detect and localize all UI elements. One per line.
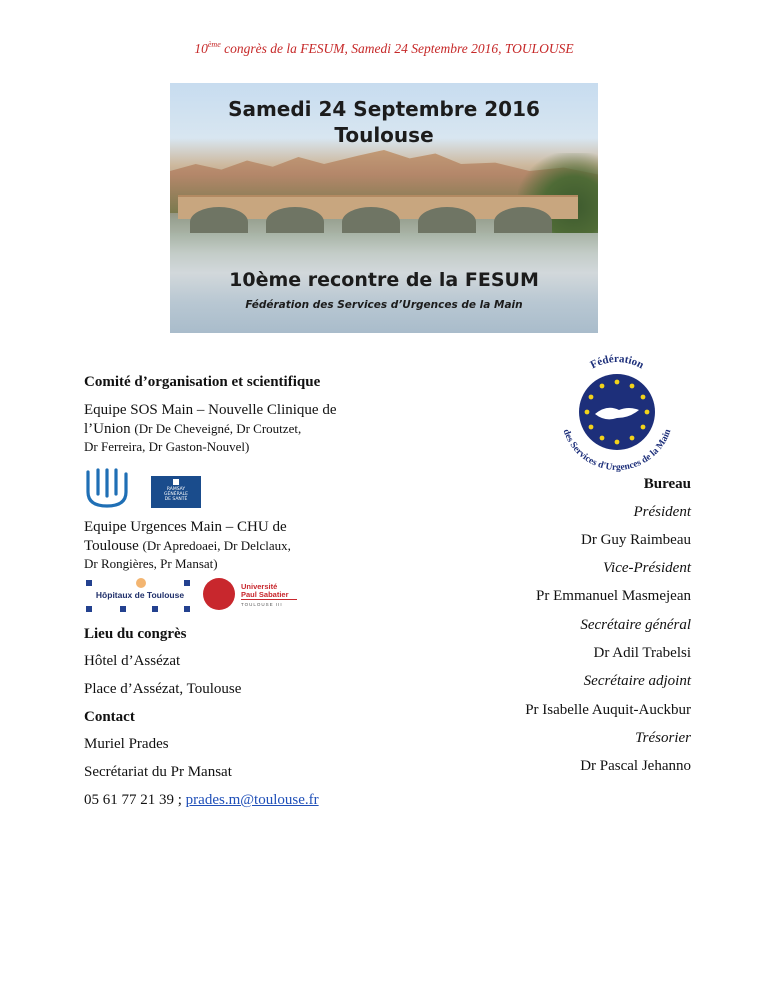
ramsay-mark-icon <box>173 479 179 485</box>
hopitaux-label: Hôpitaux de Toulouse <box>95 590 185 600</box>
svg-text:Fédération: Fédération <box>588 352 646 372</box>
banner-title: 10ème recontre de la FESUM <box>229 269 539 291</box>
contact-title: Contact <box>84 709 135 725</box>
banner-city: Toulouse <box>334 123 434 147</box>
role-secretaire-general: Secrétaire général <box>580 617 691 633</box>
contact-line <box>84 792 319 809</box>
lieu-title: Lieu du congrès <box>84 626 187 642</box>
name-president: Dr Guy Raimbeau <box>581 532 691 548</box>
role-tresorier: Trésorier <box>635 730 691 746</box>
contact-phone: 05 61 77 21 39 ; <box>84 792 186 808</box>
svg-text:des Services d'Urgences de la: des Services d'Urgences de la Main <box>560 428 674 474</box>
team1-line2 <box>84 420 301 438</box>
page-header <box>0 40 768 57</box>
header-prefix: 10 <box>194 41 208 56</box>
name-tresorier: Dr Pascal Jehanno <box>580 758 691 774</box>
header-sup: ème <box>207 40 221 49</box>
lieu-address: Place d’Assézat, Toulouse <box>84 681 242 697</box>
team2-city: Toulouse <box>84 538 143 554</box>
team1-clinic: l’Union <box>84 421 135 437</box>
role-secretaire-adjoint: Secrétaire adjoint <box>583 673 691 689</box>
event-banner <box>170 83 598 333</box>
bureau-title: Bureau <box>643 476 691 492</box>
lieu-hotel: Hôtel d’Assézat <box>84 653 181 669</box>
ups-city: TOULOUSE III <box>241 602 283 607</box>
federation-emblem <box>547 340 687 480</box>
team2-members: (Dr Apredoaei, Dr Delclaux, <box>142 538 291 553</box>
team2-line1: Equipe Urgences Main – CHU de <box>84 519 287 535</box>
name-secretaire-general: Dr Adil Trabelsi <box>593 645 691 661</box>
team2-line2 <box>84 537 291 555</box>
ramsay-line: RAMSAY <box>166 487 186 492</box>
comite-title: Comité d’organisation et scientifique <box>84 374 321 390</box>
hopitaux-toulouse-logo <box>84 578 196 618</box>
ramsay-line: GÉNÉRALE <box>164 492 188 497</box>
ramsay-line: DE SANTÉ <box>164 497 188 502</box>
ups-seal-icon <box>203 578 235 610</box>
ramsay-logo <box>151 476 201 508</box>
ups-line: Université <box>241 582 278 591</box>
team1-line1: Equipe SOS Main – Nouvelle Clinique de <box>84 402 337 418</box>
name-vice-president: Pr Emmanuel Masmejean <box>536 588 691 604</box>
banner-date: Samedi 24 Septembre 2016 <box>228 97 540 121</box>
banner-subtitle: Fédération des Services d’Urgences de la Main <box>245 299 523 311</box>
role-vice-president: Vice-Président <box>602 560 691 576</box>
team2-line3: Dr Rongières, Pr Mansat) <box>84 556 218 571</box>
sun-icon <box>136 578 146 588</box>
ups-name <box>241 583 289 599</box>
team1-members: (Dr De Cheveigné, Dr Croutzet, <box>134 421 302 436</box>
universite-paul-sabatier-logo <box>203 578 298 614</box>
header-rest: congrès de la FESUM, Samedi 24 Septembre 2016, TOULOUSE <box>220 41 574 56</box>
sos-main-logo <box>84 466 130 510</box>
role-president: Président <box>633 504 691 520</box>
contact-name: Muriel Prades <box>84 736 169 752</box>
ups-line: Paul Sabatier <box>241 590 289 599</box>
name-secretaire-adjoint: Pr Isabelle Auquit-Auckbur <box>525 702 691 718</box>
contact-role: Secrétariat du Pr Mansat <box>84 764 232 780</box>
contact-email-link[interactable]: prades.m@toulouse.fr <box>185 792 319 808</box>
team1-line3: Dr Ferreira, Dr Gaston-Nouvel) <box>84 439 250 454</box>
